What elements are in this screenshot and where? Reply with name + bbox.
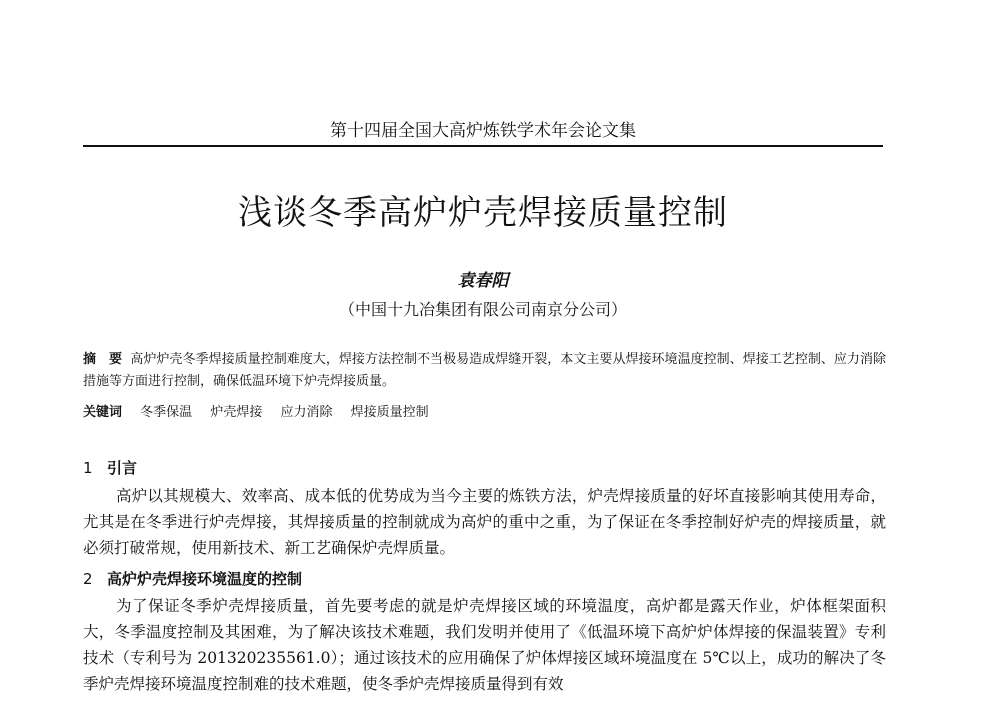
section-paragraph: 为了保证冬季炉壳焊接质量，首先要考虑的就是炉壳焊接区域的环境温度，高炉都是露天作业，炉体框架面积大，冬季温度控制及其困难，为了解决该技术难题，我们发明并使用了《低温环境下高炉炉体焊接的保温装置》专利技术（专利号为 201320235561.0）；通过该技术的应用确保了炉体焊接区域环境温度在 5℃以上，成功的解决了冬季炉壳焊接环境温度控制难的技术难题，使冬季炉壳焊接质量得到有效 — [83, 597, 886, 693]
section-title: 引言 — [107, 459, 138, 477]
keyword: 冬季保温 — [140, 405, 193, 420]
abstract — [83, 349, 886, 393]
section-introduction — [83, 457, 886, 561]
keyword: 应力消除 — [280, 405, 333, 420]
keyword: 炉壳焊接 — [210, 405, 263, 420]
section-number: 2 — [83, 570, 93, 588]
section-title: 高炉炉壳焊接环境温度的控制 — [107, 570, 303, 588]
section-number: 1 — [83, 459, 93, 477]
author-affiliation: （中国十九冶集团有限公司南京分公司） — [338, 300, 627, 319]
paper-title: 浅谈冬季高炉炉壳焊接质量控制 — [238, 193, 728, 233]
section-temperature-control — [83, 568, 886, 697]
running-header: 第十四届全国大高炉炼铁学术年会论文集 — [330, 121, 636, 141]
abstract-text: 高炉炉壳冬季焊接质量控制难度大，焊接方法控制不当极易造成焊缝开裂，本文主要从焊接环境温度控制、焊接工艺控制、应力消除措施等方面进行控制，确保低温环境下炉壳焊接质量。 — [83, 352, 886, 389]
section-heading — [83, 568, 886, 590]
author-name: 袁春阳 — [457, 271, 509, 291]
header-rule — [83, 145, 883, 147]
section-paragraph: 高炉以其规模大、效率高、成本低的优势成为当今主要的炼铁方法，炉壳焊接质量的好坏直接影响其使用寿命，尤其是在冬季进行炉壳焊接，其焊接质量的控制就成为高炉的重中之重，为了保证在冬季控制好炉壳的焊接质量，就必须打破常规，使用新技术、新工艺确保炉壳焊质量。 — [83, 487, 886, 557]
keyword: 焊接质量控制 — [350, 405, 429, 420]
keywords-label: 关键词 — [83, 405, 123, 420]
abstract-label: 摘 要 — [83, 352, 123, 367]
section-heading — [83, 457, 886, 479]
keywords — [83, 403, 886, 423]
